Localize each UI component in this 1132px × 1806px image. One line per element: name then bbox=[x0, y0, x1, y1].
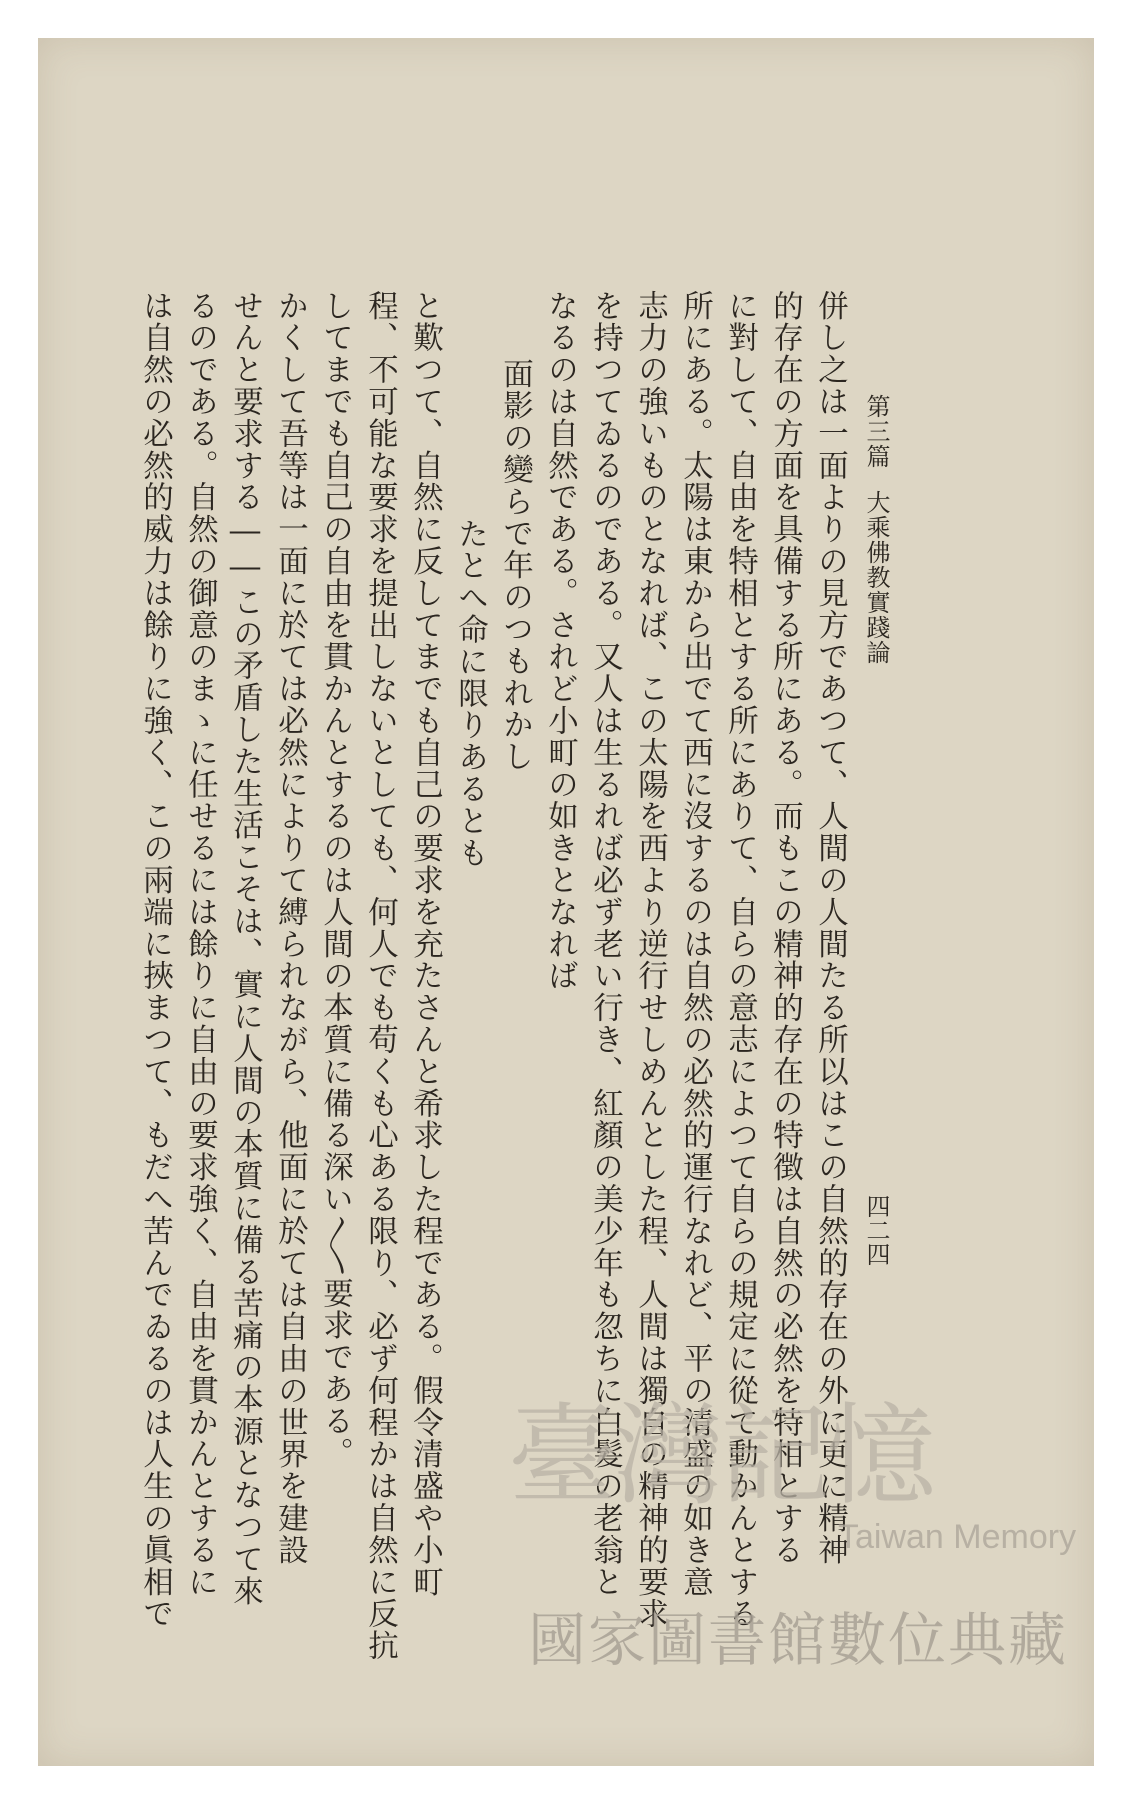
text-line: 併し之は一面よりの見方であつて、人間の人間たる所以はこの自然的存在の外に更に精神 bbox=[812, 290, 848, 1566]
running-header-title: 大乘佛教實踐論 bbox=[862, 490, 890, 665]
poem-line: たとへ命に限りあるとも bbox=[452, 518, 488, 869]
text-line: 所にある。太陽は東から出でて西に沒するのは自然の必然的運行なれど、平の清盛の如き意 bbox=[677, 290, 713, 1598]
text-line: 的存在の方面を具備する所にある。而もこの精神的存在の特徴は自然の必然を特相とする bbox=[767, 290, 803, 1566]
text-line: 程、不可能な要求を提出しないとしても、何人でも苟くも心ある限り、必ず何程かは自然に反抗 bbox=[362, 290, 398, 1662]
text-line: 志力の強いものとなれば、この太陽を西より逆行せしめんとした程、人間は獨自の精神的要求 bbox=[632, 290, 668, 1630]
text-line: せんと要求する――この矛盾した生活こそは、實に人間の本質に備る苦痛の本源となつて來 bbox=[227, 290, 263, 1607]
watermark-english: Taiwan Memory bbox=[838, 1518, 1077, 1556]
text-line: なるのは自然である。されど小町の如きとなれば bbox=[542, 290, 578, 992]
watermark-library: 國家圖書館數位典藏 bbox=[528, 1606, 1069, 1674]
text-line: は自然の必然的威力は餘りに強く、この兩端に挾まつて、もだへ苦んでゐるのは人生の眞相で bbox=[137, 290, 173, 1630]
text-line: かくして吾等は一面に於ては必然によりて縛られながら、他面に於ては自由の世界を建設 bbox=[272, 290, 308, 1566]
text-line: を持つてゐるのである。又人は生るれば必ず老い行き、紅顏の美少年も忽ちに白髮の老翁と bbox=[587, 290, 623, 1598]
text-line: と歎つて、自然に反してまでも自己の要求を充たさんと希求した程である。假令清盛や小町 bbox=[407, 290, 443, 1598]
text-line: してまでも自己の自由を貫かんとするのは人間の本質に備る深い〳〵要求である。 bbox=[317, 290, 353, 1469]
poem-line: 面影の變らで年のつもれかし bbox=[497, 358, 533, 773]
page-number: 四二四 bbox=[862, 1194, 890, 1266]
text-line: るのである。自然の御意のまゝに任せるには餘りに自由の要求強く、自由を貫かんとするに bbox=[182, 290, 218, 1598]
text-line: に對して、自由を特相とする所にありて、自らの意志によつて自らの規定に從て動かんとする bbox=[722, 290, 758, 1630]
watermark-seal: 臺灣記憶 bbox=[508, 1392, 932, 1520]
book-page bbox=[38, 38, 1094, 1766]
running-header-section: 第三篇 bbox=[862, 394, 890, 469]
